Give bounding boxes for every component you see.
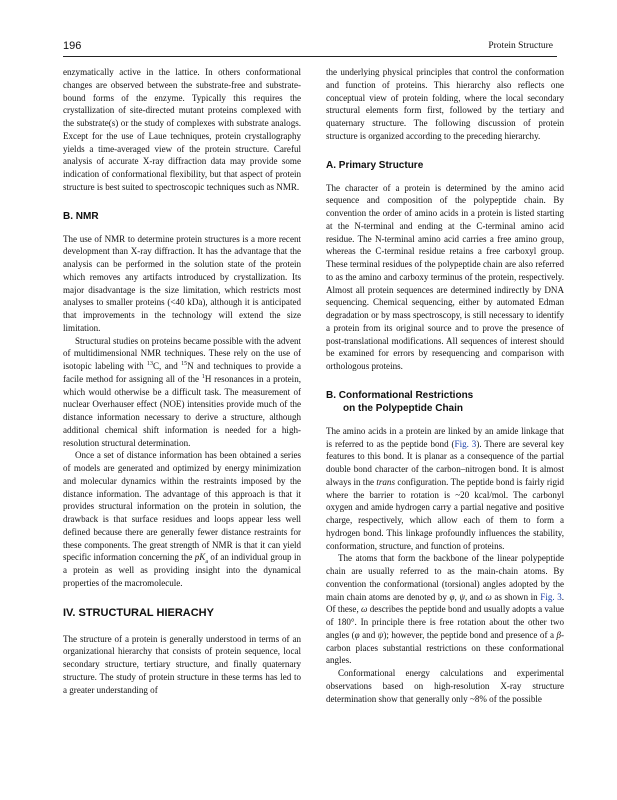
paragraph: The character of a protein is determined by the amino acid sequence and composition of the polypeptide chain. By convention the order of amino acids in a protein is listed starting at the N-terminal and ending at the C-terminal amino acid residue. The N-terminal amino acid carries a free amino group, whereas the C-terminal residue retains a free carboxyl group. These terminal residues of the polypeptide chain are also referred to as the amino and carboxy terminus of the protein, respectively. Almost all protein sequences are determined indirectly by DNA sequencing. Chemical sequencing, either by automated Edman degradation or by mass spectroscopy, is still necessary to identify a protein from its original source and to prove the presence of post-translational modifications. All sequences of interest should be examined for errors by resequencing and comparison with orthologous proteins.: [326, 182, 564, 371]
figure-link[interactable]: Fig. 3: [454, 438, 477, 449]
paragraph: enzymatically active in the lattice. In others conformational changes are observed between the substrate-free and substrate-bound forms of the enzyme. Typically this requires the crystallization of site-directed mutant proteins complexed with the substrate(s) or the study of complexes with substrate analogs. Except for the use of Laue techniques, protein crystallography yields a time-averaged view of the protein structure. Careful analysis of accurate X-ray diffraction data may provide some indication of conformational flexibility, but that aspect of protein structure is best suited to spectroscopic techniques such as NMR.: [63, 67, 301, 192]
left-column: [63, 66, 301, 696]
paragraph: Conformational energy calculations and experimental observations based on high-resolution X-ray structure determination show that generally only ~8% of the possible: [326, 668, 564, 704]
running-title: Protein Structure: [488, 41, 553, 51]
section-heading-structural-hierarchy: IV. STRUCTURAL HIERACHY: [63, 606, 214, 619]
paragraph: The atoms that form the backbone of the linear polypeptide chain are usually referred to as the main-chain atoms. By convention the conformational (torsional) angles adopted by the main chain atoms are denoted by φ, ψ, and ω as shown in Fig. 3. Of these, ω describes the peptide bond and usually adopts a value of 180°. In principle there is free rotation about the other two angles (φ and ψ); however, the peptide bond and presence of a β-carbon places substantial restrictions on these conformational angles.: [326, 553, 565, 666]
paragraph: The structure of a protein is generally understood in terms of an organizational hierarchy that consists of protein sequence, local secondary structure, tertiary structure, and finally quaternary structure. The study of protein structure in these terms has led to a greater understanding of: [63, 633, 301, 695]
paragraph: Once a set of distance information has been obtained a series of models are generated and optimized by energy minimization and molecular dynamics within the restraints imposed by the distance information. The advantage of this approach is that it provides structural information on the protein in solution, the drawback is that surface residues and loops appear less well defined because there are generally fewer distance restraints for these components. The great strength of NMR is that it can yield specific information concerning the $pK_a$ of an individual group in a protein as well as providing insight into the dynamical properties of the macromolecule.: [63, 450, 301, 588]
header-rule: [63, 56, 557, 57]
paragraph: The use of NMR to determine protein structures is a more recent development than X-ray diffraction. It has the advantage that the analysis can be performed in the solution state of the protein which removes any artifacts introduced by crystallization. Its major disadvantage is the size limitation, which restricts most analyses to smaller proteins (<40 kDa), although it is anticipated that improvements in the technology will extend the size limitation.: [63, 233, 301, 333]
paragraph: The amino acids in a protein are linked by an amide linkage that is referred to as the peptide bond (Fig. 3). There are several key features to this bond. It is planar as a consequence of the partial double bond character of the carbon–nitrogen bond. It is almost always in the trans configuration. The peptide bond is fairly rigid where the barrier to rotation is ~20 kcal/mol. The carbonyl oxygen and amide hydrogen carry a partial negative and positive charge, respectively, which allow each of them to form a hydrogen bond. This linkage profoundly influences the stability, conformation, structure, and function of proteins.: [326, 425, 565, 551]
paragraph: the underlying physical principles that control the conformation and function of proteins. This hierarchy also reflects one conceptual view of protein folding, where the local secondary structural elements form first, followed by the tertiary and quaternary structure. The following discussion of protein structure is organized according to the preceding hierarchy.: [326, 67, 564, 141]
paragraph: Structural studies on proteins became possible with the advent of multidimensional NMR techniques. These rely on the use of isotopic labeling with $^{13}$C, and $^{15}$N and techniques to provide a facile method for assigning all of the $^1$H resonances in a protein, which would otherwise be a difficult task. The measurement of nuclear Overhauser effect (NOE) intensities provide much of the distance information necessary to derive a structure, although additional chemical shift information is needed for a high-resolution structural determination.: [63, 335, 301, 448]
section-heading-conformational-restrictions: B. Conformational Restrictions on the Polypeptide Chain: [326, 389, 474, 414]
section-heading-nmr: B. NMR: [63, 210, 99, 222]
section-heading-primary-structure: A. Primary Structure: [326, 159, 424, 171]
page-number: 196: [63, 40, 82, 52]
figure-link[interactable]: Fig. 3: [540, 591, 562, 602]
right-column: [326, 66, 564, 705]
